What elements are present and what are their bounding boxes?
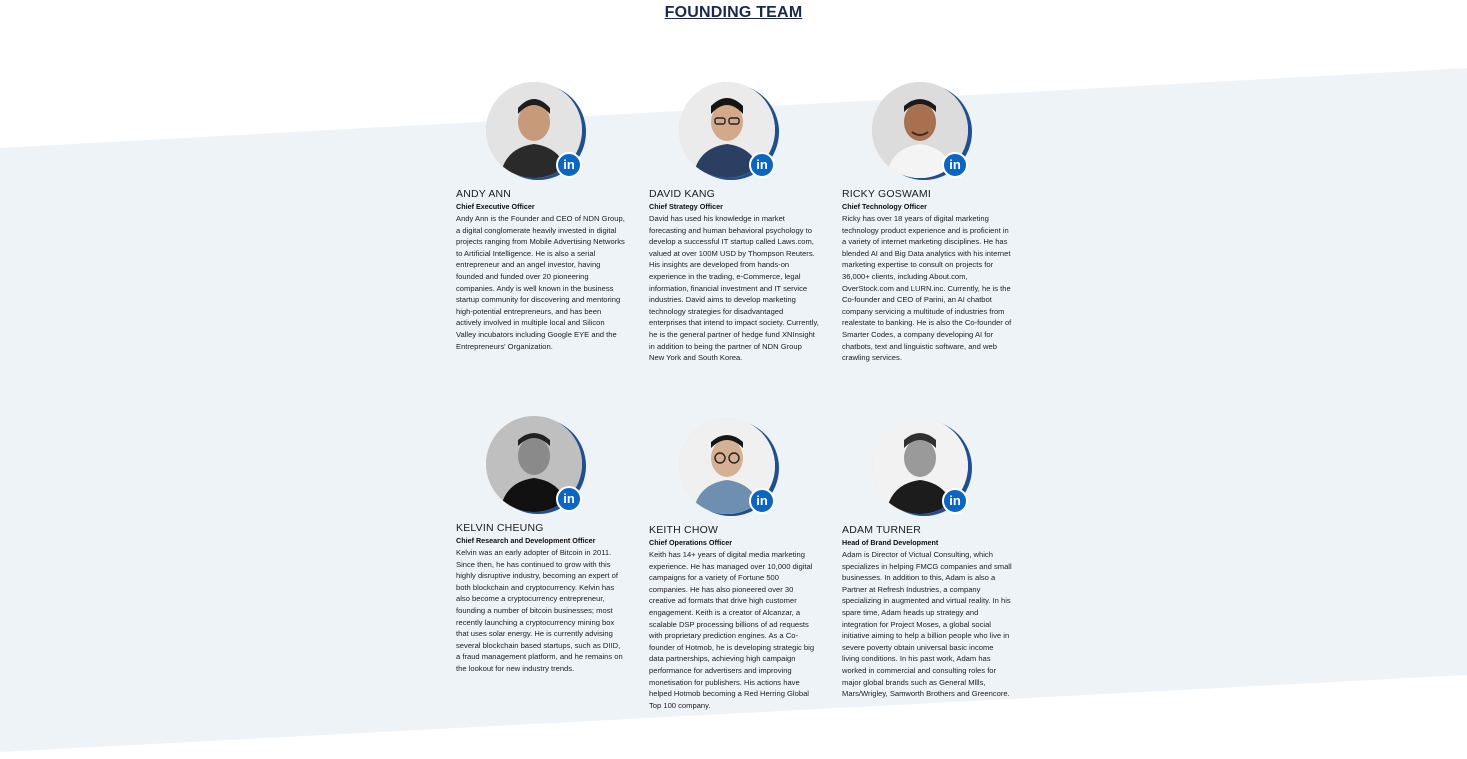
- section-title: FOUNDING TEAM: [664, 4, 803, 21]
- avatar-container: [679, 82, 779, 182]
- member-name: KEITH CHOW: [649, 524, 719, 536]
- linkedin-icon[interactable]: in: [749, 488, 775, 514]
- linkedin-icon[interactable]: in: [556, 152, 582, 178]
- member-bio: Andy Ann is the Founder and CEO of NDN Group, a digital conglomerate heavily invested in digital projects ranging from Mobile Advertising Networks to Artificial Intelligence. He is also a serial entrepreneur and an angel investor, having founded and funded over 20 pioneering companies. Andy is well known in the business startup community for discovering and mentoring high-potential entrepreneurs, and has been actively involved in multiple local and Silicon Valley incubators including Google EYE and the Entrepreneurs' Organization.: [456, 214, 625, 351]
- member-name: RICKY GOSWAMI: [842, 188, 931, 200]
- member-role: Head of Brand Development: [842, 538, 939, 547]
- linkedin-icon[interactable]: in: [942, 152, 968, 178]
- member-bio: Keith has 14+ years of digital media marketing experience. He has managed over 10,000 digital campaigns for a variety of Fortune 500 companies. He has also pioneered over 30 creative ad formats that drive high customer engagement. Keith is a creator of Alcanzar, a scalable DSP processing billions of ad requests with proprietary prediction engines. As a Co-founder of Hotmob, he is developing strategic big data partnerships, achieving high campaign performance for advertisers and improving monetisation for publishers. His actions have helped Hotmob becoming a Red Herring Global Top 100 company.: [649, 550, 815, 710]
- member-role: Chief Technology Officer: [842, 202, 927, 211]
- member-card-keith-chow: [649, 418, 819, 711]
- member-card-kelvin-cheung: [456, 416, 626, 675]
- member-bio: David has used his knowledge in market forecasting and human behavioral psychology to develop a successful IT startup called Laws.com, valued at over 100M USD by Thompson Reuters. His insights are developed from hands-on experience in the trading, e-Commerce, legal information, financial investment and IT service industries. David aims to develop marketing technology strategies for disadvantaged enterprises that intend to impact society. Currently, he is the general partner of hedge fund XNInsight in addition to being the partner of NDN Group New York and South Korea.: [649, 214, 819, 363]
- linkedin-icon[interactable]: in: [556, 486, 582, 512]
- avatar-container: [486, 416, 586, 516]
- avatar-container: [486, 82, 586, 182]
- member-role: Chief Executive Officer: [456, 202, 535, 211]
- member-name: KELVIN CHEUNG: [456, 522, 544, 534]
- avatar-container: [872, 418, 972, 518]
- member-name: DAVID KANG: [649, 188, 715, 200]
- member-card-andy-ann: [456, 82, 626, 352]
- member-role: Chief Strategy Officer: [649, 202, 723, 211]
- member-card-adam-turner: [842, 418, 1012, 700]
- member-card-david-kang: [649, 82, 819, 364]
- member-role: Chief Operations Officer: [649, 538, 733, 547]
- member-card-ricky-goswami: [842, 82, 1012, 364]
- member-role: Chief Research and Development Officer: [456, 536, 596, 545]
- avatar-container: [872, 82, 972, 182]
- member-bio: Adam is Director of Victual Consulting, which specializes in helping FMCG companies and small businesses. In addition to this, Adam is also a Partner at Refresh Industries, a company specializing in augmented and virtual reality. In his spare time, Adam heads up strategy and integration for Project Moses, a global social initiative aiming to help a billion people who live in severe poverty obtain universal basic income living conditions. In his past work, Adam has worked in commercial and consulting roles for major global brands such as General Mllls, Mars/Wrigley, Samworth Brothers and Greencore.: [842, 550, 1012, 699]
- avatar-container: [679, 418, 779, 518]
- member-bio: Ricky has over 18 years of digital marketing technology product experience and is proficient in a variety of internet marketing disciplines. He has blended AI and Big Data analytics with his internet marketing expertise to consult on projects for 36,000+ clients, including About.com, OverStock.com and LURN.inc. Currently, he is the Co-founder and CEO of Parini, an AI chatbot company servicing a multitude of industries from realestate to banking. He is also the Co-founder of Smarter Codes, a company developing AI for chatbots, text and linguistic software, and web crawling services.: [842, 214, 1012, 363]
- linkedin-icon[interactable]: in: [942, 488, 968, 514]
- linkedin-icon[interactable]: in: [749, 152, 775, 178]
- member-name: ADAM TURNER: [842, 524, 922, 536]
- member-name: ANDY ANN: [456, 188, 512, 200]
- member-bio: Kelvin was an early adopter of Bitcoin in 2011. Since then, he has continued to grow with this highly disruptive industry, becoming an expert of both blockchain and cryptocurrency. Kelvin has also become a cryptocurrency entrepreneur, founding a number of bitcoin businesses; most recently launching a cryptocurrency mining box that uses solar energy. He is currently advising several blockchain based startups, such as DIID, a fraud management platform, and he remains on the lookout for new industry trends.: [456, 548, 623, 673]
